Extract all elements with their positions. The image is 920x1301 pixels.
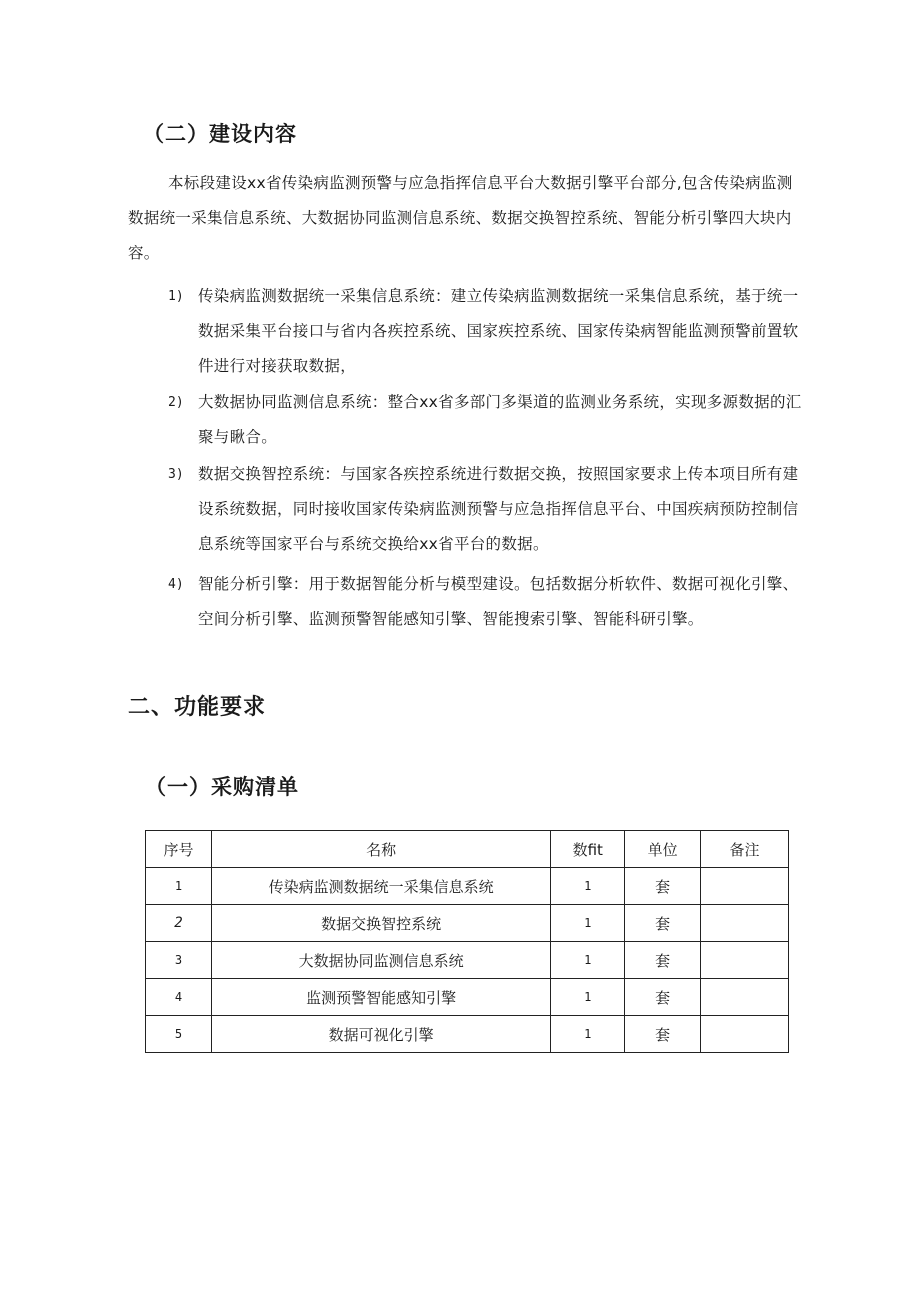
cell-unit: 套 (625, 979, 701, 1016)
cell-remarks (701, 942, 789, 979)
cell-index: 4 (146, 979, 212, 1016)
cell-index: 3 (146, 942, 212, 979)
cell-quantity: 1 (551, 905, 625, 942)
cell-unit: 套 (625, 868, 701, 905)
header-cell-unit: 单位 (625, 831, 701, 868)
cell-quantity: 1 (551, 1016, 625, 1053)
cell-quantity: 1 (551, 942, 625, 979)
cell-name: 监测预警智能感知引擎 (211, 979, 550, 1016)
list-item (168, 279, 813, 384)
header-cell-name: 名称 (211, 831, 550, 868)
cell-remarks (701, 905, 789, 942)
table-row (146, 1016, 789, 1053)
list-item-number: 4) (168, 577, 184, 592)
cell-name: 数据交换智控系统 (211, 905, 550, 942)
list-item-number: 2) (168, 395, 184, 410)
section-heading-procurement: （一）采购清单 (145, 775, 299, 799)
cell-name: 大数据协同监测信息系统 (211, 942, 550, 979)
section-heading-function: 二、功能要求 (128, 695, 267, 720)
cell-quantity: 1 (551, 979, 625, 1016)
header-cell-quantity: 数fit (551, 831, 625, 868)
section-heading-construction: （二）建设内容 (143, 122, 297, 146)
cell-remarks (701, 1016, 789, 1053)
cell-name: 传染病监测数据统一采集信息系统 (211, 868, 550, 905)
list-item-text: 传染病监测数据统一采集信息系统：建立传染病监测数据统一采集信息系统，基于统一数据采集平台接口与省内各疾控系统、国家疾控系统、国家传染病智能监测预警前置软件进行对接获取数据， (198, 287, 799, 375)
cell-unit: 套 (625, 942, 701, 979)
cell-remarks (701, 868, 789, 905)
cell-unit: 套 (625, 905, 701, 942)
intro-paragraph: 本标段建设xx省传染病监测预警与应急指挥信息平台大数据引擎平台部分,包含传染病监测数据统一采集信息系统、大数据协同监测信息系统、数据交换智控系统、智能分析引擎四大块内容。 (128, 174, 793, 262)
procurement-table (145, 830, 789, 1053)
cell-index: 5 (146, 1016, 212, 1053)
header-cell-remarks: 备注 (701, 831, 789, 868)
list-item (168, 457, 813, 562)
cell-index: 2 (146, 905, 212, 942)
table-row (146, 905, 789, 942)
list-item-text: 智能分析引擎：用于数据智能分析与模型建设。包括数据分析软件、数据可视化引擎、空间分析引擎、监测预警智能感知引擎、智能搜索引擎、智能科研引擎。 (198, 575, 799, 628)
cell-name: 数据可视化引擎 (211, 1016, 550, 1053)
list-item (168, 567, 813, 637)
cell-index: 1 (146, 868, 212, 905)
list-item-text: 大数据协同监测信息系统：整合xx省多部门多渠道的监测业务系统，实现多源数据的汇聚与瞅合。 (198, 393, 802, 446)
cell-unit: 套 (625, 1016, 701, 1053)
header-cell-index: 序号 (146, 831, 212, 868)
list-item-number: 3) (168, 467, 184, 482)
cell-quantity: 1 (551, 868, 625, 905)
table-row (146, 942, 789, 979)
list-item-number: 1) (168, 289, 184, 304)
table-row (146, 979, 789, 1016)
list-item-text: 数据交换智控系统：与国家各疾控系统进行数据交换，按照国家要求上传本项目所有建设系统数据，同时接收国家传染病监测预警与应急指挥信息平台、中国疾病预防控制信息系统等国家平台与系统交换给xx省平台的数据。 (198, 465, 799, 553)
table-row (146, 868, 789, 905)
list-item (168, 385, 813, 455)
table-header-row (146, 831, 789, 868)
cell-remarks (701, 979, 789, 1016)
